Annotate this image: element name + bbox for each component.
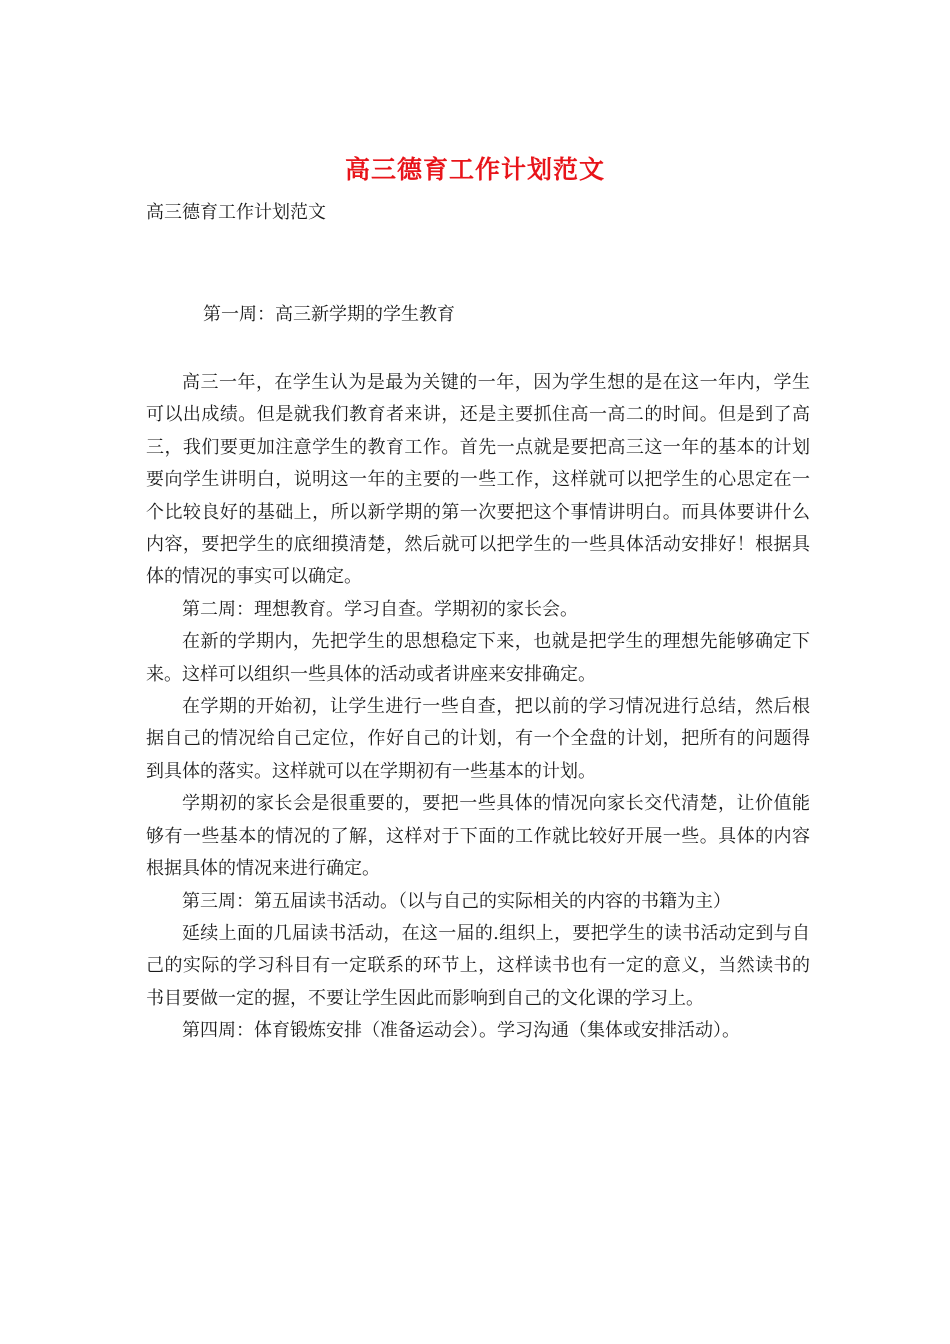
week3-heading: 第三周：第五届读书活动。（以与自己的实际相关的内容的书籍为主） xyxy=(182,890,731,912)
paragraph: 高三一年，在学生认为是最为关键的一年，因为学生想的是在这一年内，学生可以出成绩。但是就我们教育者来讲，还是主要抓住高一高二的时间。但是到了高三，我们要更加注意学生的教育工作。首先一点就是要把高三这一年的基本的计划要向学生讲明白，说明这一年的主要的一些工作，这样就可以把学生的心思定在一个比较良好的基础上，所以新学期的第一次要把这个事情讲明白。而具体要讲什么内容，要把学生的底细摸清楚，然后就可以把学生的一些具体活动安排好！根据具体的情况的事实可以确定。 xyxy=(146,372,810,588)
paragraph: 延续上面的几届读书活动，在这一届的.组织上，要把学生的读书活动定到与自己的实际的学习科目有一定联系的环节上，这样读书也有一定的意义，当然读书的书目要做一定的握，不要让学生因此而影响到自己的文化课的学习上。 xyxy=(146,922,810,1009)
document-body xyxy=(146,367,810,1048)
week1-heading: 第一周：高三新学期的学生教育 xyxy=(203,304,455,325)
document-subtitle: 高三德育工作计划范文 xyxy=(146,202,326,223)
week2-heading: 第二周：理想教育。学习自查。学期初的家长会。 xyxy=(182,598,578,620)
paragraph: 在新的学期内，先把学生的思想稳定下来，也就是把学生的理想先能够确定下来。这样可以组织一些具体的活动或者讲座来安排确定。 xyxy=(146,631,810,685)
paragraph: 学期初的家长会是很重要的，要把一些具体的情况向家长交代清楚，让价值能够有一些基本的情况的了解，这样对于下面的工作就比较好开展一些。具体的内容根据具体的情况来进行确定。 xyxy=(146,793,810,880)
week4-heading: 第四周：体育锻炼安排（准备运动会）。学习沟通（集体或安排活动）。 xyxy=(182,1020,740,1042)
paragraph: 在学期的开始初，让学生进行一些自查，把以前的学习情况进行总结，然后根据自己的情况给自己定位，作好自己的计划，有一个全盘的计划，把所有的问题得到具体的落实。这样就可以在学期初有一些基本的计划。 xyxy=(146,696,810,782)
document-title: 高三德育工作计划范文 xyxy=(344,155,605,184)
